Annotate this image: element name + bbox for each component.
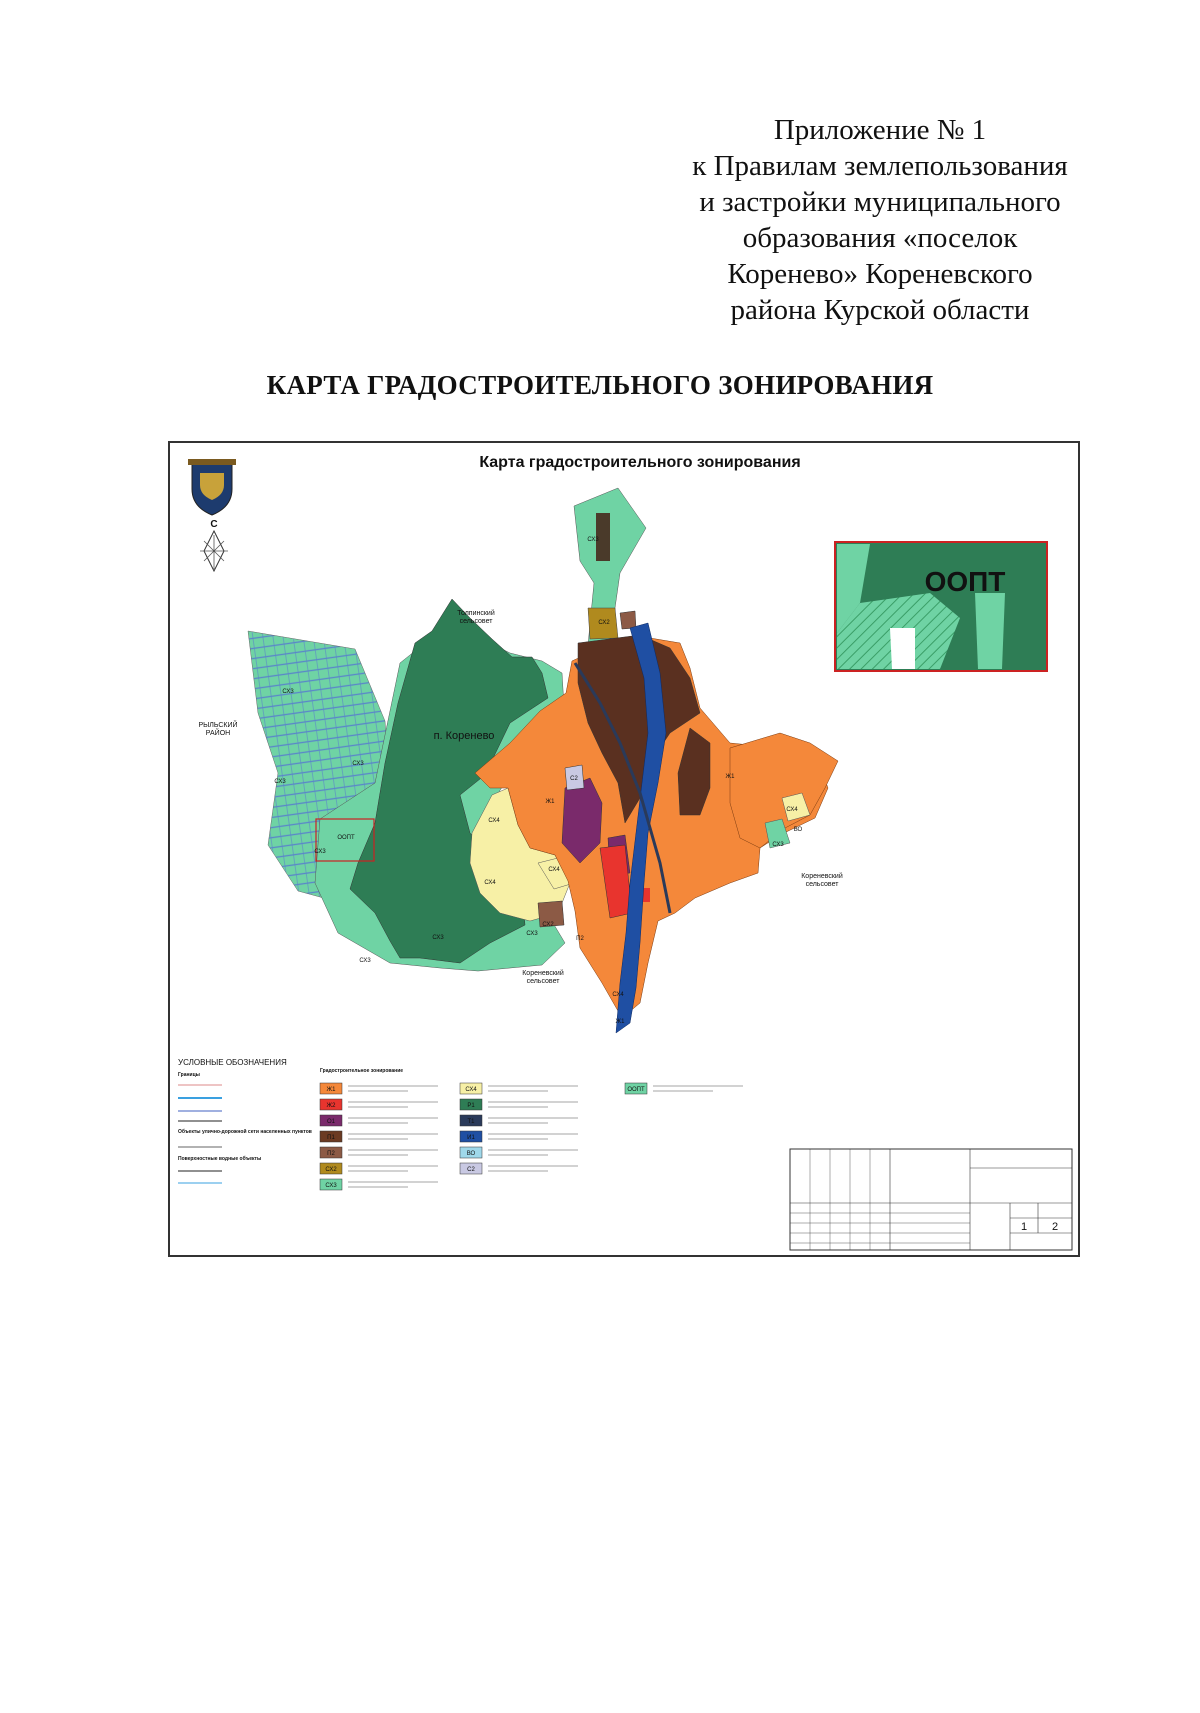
legend-code: СХ2: [325, 1167, 337, 1173]
code-cx2: СХ2: [598, 620, 610, 626]
code-cx2: СХ2: [542, 922, 554, 928]
legend-zoning-heading: Градостроительное зонирование: [320, 1068, 404, 1074]
legend-code: ВО: [466, 1151, 476, 1157]
code-cx3: СХ3: [432, 935, 444, 941]
legend-swatches: [320, 1083, 743, 1190]
code-cx3: СХ3: [274, 779, 286, 785]
code-cx3: СХ3: [282, 689, 294, 695]
code-zh1: Ж1: [615, 1019, 625, 1025]
appendix-line: района Курской области: [730, 294, 1030, 326]
code-cx3: СХ3: [359, 958, 371, 964]
inset-label: ООПТ: [924, 566, 1006, 597]
north-arrow-icon: [200, 519, 228, 571]
legend-water: Поверхностные водные объекты: [178, 1156, 262, 1162]
korenevsky-south-label-1: Кореневский: [522, 970, 564, 977]
stamp-sheets: 2: [1051, 1221, 1059, 1233]
appendix-line: образования «поселок: [742, 222, 1018, 254]
legend-code: СХ3: [325, 1183, 337, 1189]
title-block-stamp: [790, 1149, 1072, 1250]
appendix-line: Коренево» Кореневского: [727, 258, 1033, 290]
appendix-line: к Правилам землепользования: [692, 150, 1068, 182]
code-cx4: СХ4: [484, 880, 496, 886]
legend-code: Ж1: [326, 1087, 336, 1093]
code-zh1: Ж1: [725, 774, 735, 780]
legend-code: Т1: [467, 1119, 475, 1125]
tolpino-label-2: сельсовет: [459, 618, 493, 625]
code-cx3: СХ3: [587, 537, 599, 543]
appendix-line: Приложение № 1: [773, 114, 987, 146]
legend-boundaries: Границы: [178, 1072, 200, 1078]
appendix-line: и застройки муниципального: [699, 186, 1061, 218]
legend-code: Ж2: [326, 1103, 336, 1109]
appendix-note: [670, 112, 1090, 328]
zone-p2-north: [620, 611, 636, 629]
code-cx4: СХ4: [488, 818, 500, 824]
rylsky-label-1: РЫЛЬСКИЙ: [198, 722, 238, 729]
map-legend: [178, 1058, 743, 1190]
legend-code: П1: [327, 1135, 335, 1141]
map-canvas: [170, 443, 1078, 1255]
code-p2: П2: [576, 936, 584, 942]
code-c2: С2: [570, 776, 578, 782]
legend-code: И1: [467, 1135, 475, 1141]
korenevsky-east-label-1: Кореневский: [801, 873, 843, 880]
map-title: Карта градостроительного зонирования: [479, 454, 801, 471]
coat-of-arms-icon: [188, 459, 236, 515]
zoning-map: [168, 441, 1080, 1257]
code-cx3: СХ3: [526, 931, 538, 937]
rylsky-label-2: РАЙОН: [205, 730, 231, 737]
legend-heading: УСЛОВНЫЕ ОБОЗНАЧЕНИЯ: [178, 1058, 287, 1067]
code-cx4: СХ4: [612, 992, 624, 998]
legend-code: Р1: [467, 1103, 475, 1109]
legend-code: О1: [326, 1119, 336, 1125]
code-cx3: СХ3: [772, 842, 784, 848]
legend-code: ООПТ: [627, 1087, 645, 1093]
legend-code: СХ4: [465, 1087, 477, 1093]
legend-code: П2: [327, 1151, 335, 1157]
legend-roads: Объекты улично-дорожной сети населенных пунктов: [178, 1129, 312, 1135]
code-zh1: Ж1: [545, 799, 555, 805]
north-label: С: [210, 519, 218, 530]
korenevsky-south-label-2: сельсовет: [526, 978, 560, 985]
code-oopt: ООПТ: [337, 835, 355, 841]
korenevsky-east-label-2: сельсовет: [805, 881, 839, 888]
oopt-inset: [835, 542, 1047, 671]
code-cx4: СХ4: [786, 807, 798, 813]
code-cx3: СХ3: [314, 849, 326, 855]
document-title: КАРТА ГРАДОСТРОИТЕЛЬНОГО ЗОНИРОВАНИЯ: [266, 370, 934, 400]
stamp-sheet: 1: [1020, 1221, 1028, 1233]
tolpino-label-1: Толпинский: [457, 610, 495, 617]
legend-code: С2: [467, 1167, 475, 1173]
korenevo-label: п. Коренево: [433, 730, 495, 742]
code-cx3: СХ3: [352, 761, 364, 767]
code-vo: ВО: [793, 827, 803, 833]
code-cx4: СХ4: [548, 867, 560, 873]
